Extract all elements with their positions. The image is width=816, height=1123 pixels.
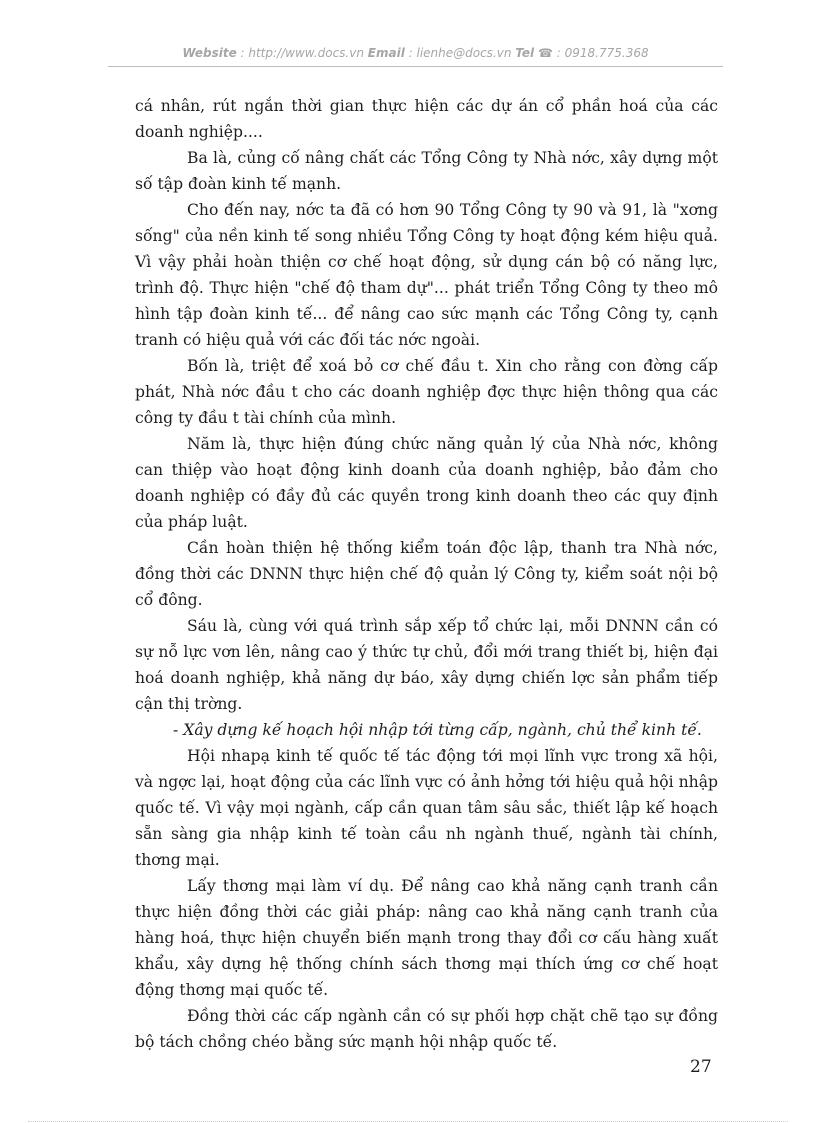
paragraph: cá nhân, rút ngắn thời gian thực hiện các dự án cổ phần hoá của các doanh nghiệp.... xyxy=(135,97,718,141)
section-heading: - Xây dựng kế hoạch hội nhập tới từng cấp, ngành, chủ thể kinh tế. xyxy=(173,721,702,739)
tel-label: Tel xyxy=(515,46,535,60)
paragraph: Năm là, thực hiện đúng chức năng quản lý của Nhà nớc, không can thiệp vào hoạt động kinh doanh của doanh nghiệp, bảo đảm cho doanh nghiệp có đầy đủ các quyền trong kinh doanh theo các quy định của pháp luật. xyxy=(135,435,718,531)
tel-number: : 0918.775.368 xyxy=(552,46,649,60)
paragraph: Bốn là, triệt để xoá bỏ cơ chế đầu t. Xin cho rằng con đờng cấp phát, Nhà nớc đầu t cho các doanh nghiệp đợc thực hiện thông qua các công ty đầu t tài chính của mình. xyxy=(135,357,718,427)
document-body xyxy=(135,93,718,1055)
footer-divider xyxy=(28,1121,788,1122)
website-url: : http://www.docs.vn xyxy=(236,46,368,60)
page-header xyxy=(108,46,723,60)
paragraph: Hội nhapạ kinh tế quốc tế tác động tới mọi lĩnh vực trong xã hội, và ngợc lại, hoạt động của các lĩnh vực có ảnh hởng tới hiệu quả hội nhập quốc tế. Vì vậy mọi ngành, cấp cần quan tâm sâu sắc, thiết lập kế hoạch sẵn sàng gia nhập kinh tế toàn cầu nh ngành thuế, ngành tài chính, thơng mại. xyxy=(135,747,718,869)
header-divider xyxy=(108,66,723,67)
paragraph: Ba là, củng cố nâng chất các Tổng Công ty Nhà nớc, xây dựng một số tập đoàn kinh tế mạnh. xyxy=(135,149,718,193)
page-number: 27 xyxy=(690,1057,712,1077)
website-label: Website xyxy=(182,46,237,60)
email-address: : lienhe@docs.vn xyxy=(404,46,516,60)
email-label: Email xyxy=(367,46,405,60)
paragraph: Sáu là, cùng với quá trình sắp xếp tổ chức lại, mỗi DNNN cần có sự nỗ lực vơn lên, nâng cao ý thức tự chủ, đổi mới trang thiết bị, hiện đại hoá doanh nghiệp, khả năng dự báo, xây dựng chiến lợc sản phẩm tiếp cận thị trờng. xyxy=(135,617,718,713)
paragraph: Cần hoàn thiện hệ thống kiểm toán độc lập, thanh tra Nhà nớc, đồng thời các DNNN thực hiện chế độ quản lý Công ty, kiểm soát nội bộ cổ đông. xyxy=(135,539,718,609)
paragraph: Đồng thời các cấp ngành cần có sự phối hợp chặt chẽ tạo sự đồng bộ tách chồng chéo bằng sức mạnh hội nhập quốc tế. xyxy=(135,1007,718,1051)
paragraph: Lấy thơng mại làm ví dụ. Để nâng cao khả năng cạnh tranh cần thực hiện đồng thời các giải pháp: nâng cao khả năng cạnh tranh của hàng hoá, thực hiện chuyển biến mạnh trong thay đổi cơ cấu hàng xuất khẩu, xây dựng hệ thống chính sách thơng mại thích ứng cơ chế hoạt động thơng mại quốc tế. xyxy=(135,877,718,999)
paragraph: Cho đến nay, nớc ta đã có hơn 90 Tổng Công ty 90 và 91, là "xơng sống" của nền kinh tế song nhiều Tổng Công ty hoạt động kém hiệu quả. Vì vậy phải hoàn thiện cơ chế hoạt động, sử dụng cán bộ có năng lực, trình độ. Thực hiện "chế độ tham dự"... phát triển Tổng Công ty theo mô hình tập đoàn kinh tế... để nâng cao sức mạnh các Tổng Công ty, cạnh tranh có hiệu quả với các đối tác nớc ngoài. xyxy=(135,201,718,349)
telephone-icon: ☎ xyxy=(538,46,553,60)
